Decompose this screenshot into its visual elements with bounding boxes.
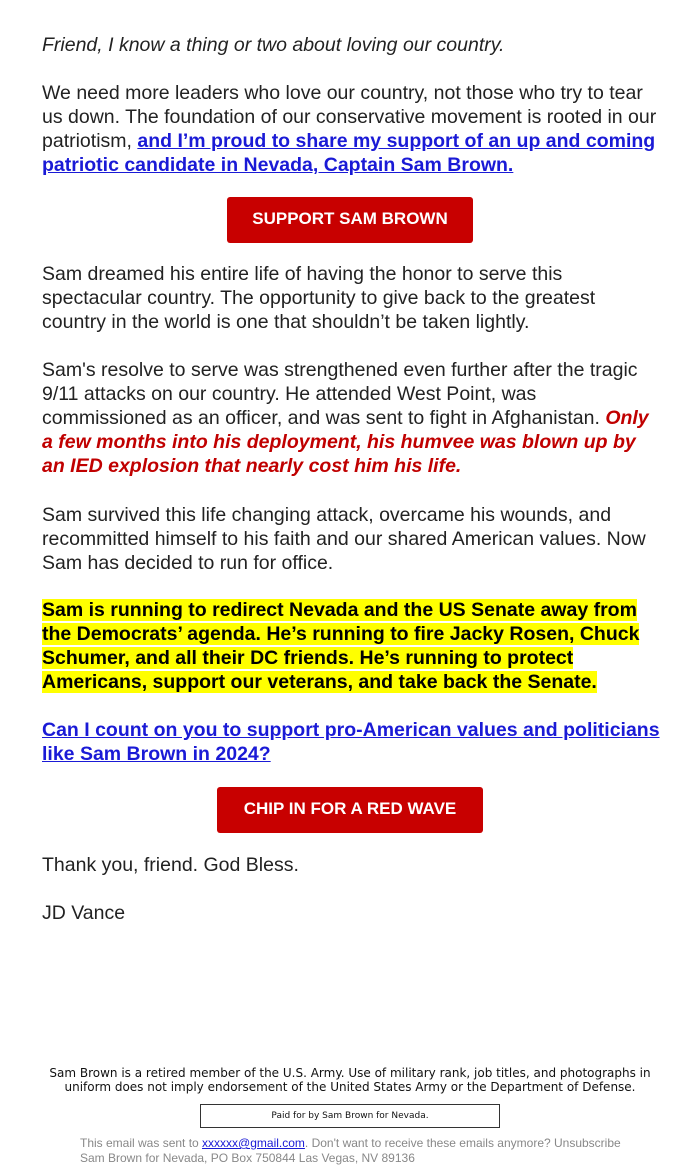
- paragraph-patriotism-text: We need more leaders who love our country, not those who try to tear us down. The foundation of our conservative movement is rooted in our patriotism,: [42, 82, 657, 152]
- support-candidate-link[interactable]: and I’m proud to share my support of an up and coming patriotic candidate in Nevada, Captain Sam Brown.: [42, 130, 656, 176]
- intro-line: Friend, I know a thing or two about loving our country.: [42, 34, 505, 56]
- support-values-link[interactable]: Can I count on you to support pro-American values and politicians like Sam Brown in 2024?: [42, 719, 660, 765]
- mailing-address: Sam Brown for Nevada, PO Box 750844 Las Vegas, NV 89136: [80, 1151, 415, 1165]
- paragraph-ask: [42, 718, 662, 766]
- military-disclaimer: Sam Brown is a retired member of the U.S. Army. Use of military rank, job titles, and photographs in uniform does not imply endorsement of the United States Army or the Department of Defense.: [49, 1066, 651, 1094]
- recipient-email-link[interactable]: xxxxxx@gmail.com: [202, 1136, 305, 1150]
- signature: JD Vance: [42, 902, 126, 924]
- thank-you-line: Thank you, friend. God Bless.: [42, 854, 299, 876]
- ied-emphasis-text: Only a few months into his deployment, his humvee was blown up by an IED explosion that nearly cost him his life.: [42, 407, 649, 477]
- support-sam-brown-button[interactable]: SUPPORT SAM BROWN: [227, 197, 473, 243]
- highlighted-running-text: Sam is running to redirect Nevada and the US Senate away from the Democrats’ agenda. He’s running to fire Jacky Rosen, Chuck Schumer, and all their DC friends. He’s running to protect Americans, support our veterans, and take back the Senate.: [42, 599, 640, 693]
- paragraph-running: [42, 598, 662, 694]
- chip-in-button[interactable]: CHIP IN FOR A RED WAVE: [217, 787, 483, 833]
- paragraph-patriotism: [42, 81, 662, 177]
- paragraph-survived: Sam survived this life changing attack, overcame his wounds, and recommitted himself to his faith and our shared American values. Now Sam has decided to run for office.: [42, 504, 646, 574]
- paid-for-box: Paid for by Sam Brown for Nevada.: [200, 1104, 500, 1128]
- sent-to-prefix: This email was sent to: [80, 1136, 203, 1150]
- paragraph-dream: Sam dreamed his entire life of having the honor to serve this spectacular country. The opportunity to give back to the greatest country in the world is one that shouldn’t be taken lightly.: [42, 263, 596, 333]
- unsubscribe-text[interactable]: . Don't want to receive these emails anymore? Unsubscribe: [304, 1136, 621, 1150]
- paragraph-service: [42, 358, 662, 478]
- paragraph-service-text: Sam's resolve to serve was strengthened even further after the tragic 9/11 attacks on our country. He attended West Point, was commissioned as an officer, and was sent to fight in Afghanistan.: [42, 359, 638, 429]
- email-footer: [80, 1136, 640, 1166]
- sent-to-line: [80, 1136, 640, 1151]
